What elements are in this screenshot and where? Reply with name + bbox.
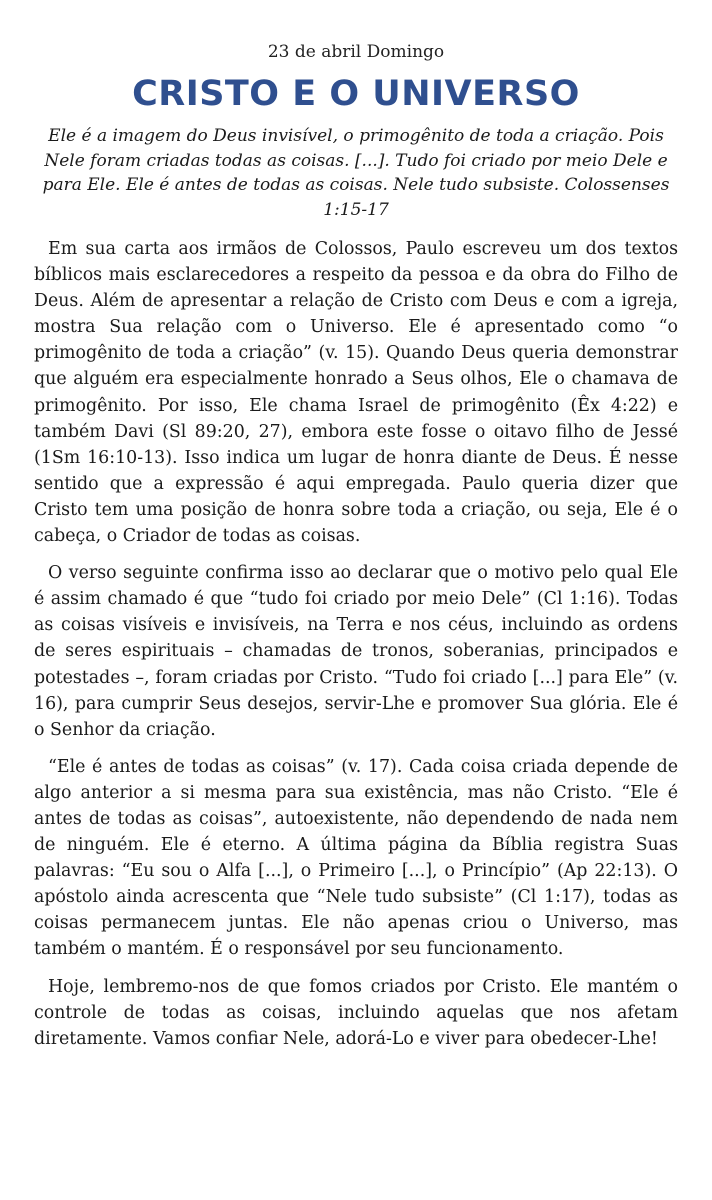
- body-paragraph-4: Hoje, lembremo-nos de que fomos criados por Cristo. Ele mantém o controle de todas as coisas, incluindo aquelas que nos afetam diretamente. Vamos confiar Nele, adorá-Lo e viver para obedecer-Lhe!: [34, 976, 678, 1049]
- body-paragraph-2: O verso seguinte confirma isso ao declarar que o motivo pelo qual Ele é assim chamado é que “tudo foi criado por meio Dele” (Cl 1:16). Todas as coisas visíveis e invisíveis, na Terra e nos céus, incluindo as ordens de seres espirituais – chamadas de tronos, soberanias, principados e potestades –, foram criadas por Cristo. “Tudo foi criado [...] para Ele” (v. 16), para cumprir Seus desejos, servir-Lhe e promover Sua glória. Ele é o Senhor da criação.: [34, 563, 678, 740]
- date-line: 23 de abril Domingo: [267, 42, 445, 62]
- page-title: CRISTO E O UNIVERSO: [132, 74, 580, 114]
- key-verse: Ele é a imagem do Deus invisível, o primogênito de toda a criação. Pois Nele foram criadas todas as coisas. [...]. Tudo foi criado por meio Dele e para Ele. Ele é antes de todas as coisas. Nele tudo subsiste. Colossenses 1:15-17: [42, 126, 670, 220]
- devotional-page: [34, 40, 678, 1063]
- body-paragraph-1: Em sua carta aos irmãos de Colossos, Paulo escreveu um dos textos bíblicos mais esclarecedores a respeito da pessoa e da obra do Filho de Deus. Além de apresentar a relação de Cristo com Deus e com a igreja, mostra Sua relação com o Universo. Ele é apresentado como “o primogênito de toda a criação” (v. 15). Quando Deus queria demonstrar que alguém era especialmente honrado a Seus olhos, Ele o chamava de primogênito. Por isso, Ele chama Israel de primogênito (Êx 4:22) e também Davi (Sl 89:20, 27), embora este fosse o oitavo filho de Jessé (1Sm 16:10-13). Isso indica um lugar de honra diante de Deus. É nesse sentido que a expressão é aqui empregada. Paulo queria dizer que Cristo tem uma posição de honra sobre toda a criação, ou seja, Ele é o cabeça, o Criador de todas as coisas.: [34, 239, 678, 547]
- body-paragraph-3: “Ele é antes de todas as coisas” (v. 17). Cada coisa criada depende de algo anterior a si mesma para sua existência, mas não Cristo. “Ele é antes de todas as coisas”, autoexistente, não dependendo de nada nem de ninguém. Ele é eterno. A última página da Bíblia registra Suas palavras: “Eu sou o Alfa [...], o Primeiro [...], o Princípio” (Ap 22:13). O apóstolo ainda acrescenta que “Nele tudo subsiste” (Cl 1:17), todas as coisas permanecem juntas. Ele não apenas criou o Universo, mas também o mantém. É o responsável por seu funcionamento.: [34, 756, 678, 960]
